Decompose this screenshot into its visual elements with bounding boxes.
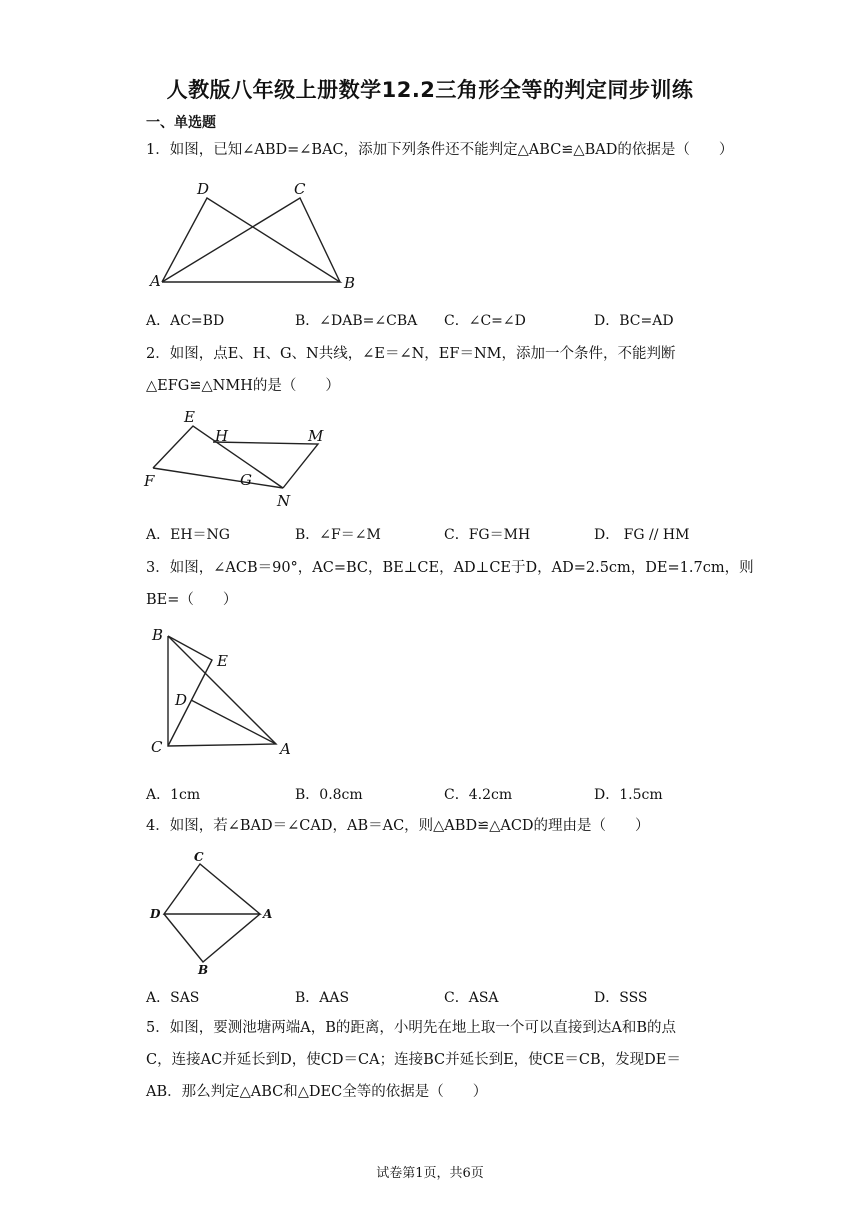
question-4-option-c[interactable]: C．ASA bbox=[444, 990, 499, 1006]
question-3-option-b[interactable]: B．0.8cm bbox=[295, 787, 363, 803]
figure-4-label-a: A bbox=[263, 907, 273, 921]
figure-2-triangle-nmh bbox=[213, 442, 318, 488]
figure-1-label-c: C bbox=[294, 180, 306, 198]
figure-2-label-m: M bbox=[308, 427, 324, 445]
question-3-option-c[interactable]: C．4.2cm bbox=[444, 787, 513, 803]
question-3-option-a[interactable]: A．1cm bbox=[146, 787, 201, 803]
question-4-stem: 4．如图，若∠BAD＝∠CAD，AB＝AC，则△ABD≌△ACD的理由是（ ） bbox=[146, 818, 650, 834]
figure-2-label-n: N bbox=[277, 492, 291, 510]
question-2-figure bbox=[140, 408, 340, 512]
question-2-option-d[interactable]: D． FG // HM bbox=[594, 527, 690, 543]
figure-2-label-f: F bbox=[144, 472, 155, 490]
question-3-option-d[interactable]: D．1.5cm bbox=[594, 787, 663, 803]
question-2-option-c[interactable]: C．FG＝MH bbox=[444, 527, 531, 543]
question-2-stem-line-2: △EFG≌△NMH的是（ ） bbox=[146, 378, 340, 394]
figure-1-label-b: B bbox=[344, 274, 356, 292]
figure-2-label-e: E bbox=[184, 408, 195, 426]
question-1-option-c[interactable]: C．∠C=∠D bbox=[444, 313, 526, 329]
figure-1-triangle-abc bbox=[162, 198, 340, 282]
figure-1-triangle-abd bbox=[162, 198, 340, 282]
question-3-stem-line-2: BE=（ ） bbox=[146, 592, 238, 608]
question-1-option-b[interactable]: B．∠DAB=∠CBA bbox=[295, 313, 418, 329]
figure-4-triangle-acd bbox=[164, 864, 260, 914]
figure-3-label-d: D bbox=[175, 691, 188, 709]
page-title: 人教版八年级上册数学12.2三角形全等的判定同步训练 bbox=[166, 78, 694, 102]
figure-4-label-b: B bbox=[198, 963, 209, 977]
question-4-option-a[interactable]: A．SAS bbox=[146, 990, 200, 1006]
figure-4-label-d: D bbox=[150, 907, 161, 921]
question-2-option-b[interactable]: B．∠F＝∠M bbox=[295, 527, 381, 543]
question-4-figure bbox=[146, 846, 286, 978]
figure-3-label-c: C bbox=[151, 738, 163, 756]
figure-1-label-d: D bbox=[197, 180, 210, 198]
figure-3-label-e: E bbox=[217, 652, 228, 670]
question-2-option-a[interactable]: A．EH＝NG bbox=[146, 527, 230, 543]
section-heading: 一、单选题 bbox=[146, 115, 216, 131]
question-1-option-d[interactable]: D．BC=AD bbox=[594, 313, 674, 329]
question-1-stem: 1．如图，已知∠ABD=∠BAC，添加下列条件还不能判定△ABC≌△BAD的依据是（ ） bbox=[146, 142, 734, 158]
question-4-option-b[interactable]: B．AAS bbox=[295, 990, 350, 1006]
question-3-stem-line-1: 3．如图，∠ACB＝90°，AC=BC，BE⊥CE，AD⊥CE于D，AD=2.5cm，DE=1.7cm，则 bbox=[146, 560, 754, 576]
figure-3-label-b: B bbox=[152, 626, 164, 644]
question-5-stem-line-2: C，连接AC并延长到D，使CD＝CA；连接BC并延长到E，使CE＝CB，发现DE＝ bbox=[146, 1052, 681, 1068]
figure-4-label-c: C bbox=[194, 850, 204, 864]
figure-3-label-a: A bbox=[280, 740, 291, 758]
question-4-option-d[interactable]: D．SSS bbox=[594, 990, 648, 1006]
question-1-option-a[interactable]: A．AC=BD bbox=[146, 313, 225, 329]
page-footer: 试卷第1页，共6页 bbox=[376, 1166, 484, 1181]
figure-2-label-h: H bbox=[215, 427, 229, 445]
question-5-stem-line-1: 5．如图，要测池塘两端A，B的距离，小明先在地上取一个可以直接到达A和B的点 bbox=[146, 1020, 676, 1036]
question-5-stem-line-3: AB．那么判定△ABC和△DEC全等的依据是（ ） bbox=[146, 1084, 488, 1100]
figure-3-segment-ad bbox=[191, 700, 276, 744]
question-1-figure bbox=[146, 178, 366, 294]
question-2-stem-line-1: 2．如图，点E、H、G、N共线，∠E＝∠N，EF＝NM，添加一个条件，不能判断 bbox=[146, 346, 676, 362]
question-3-figure bbox=[146, 622, 306, 760]
figure-1-label-a: A bbox=[150, 272, 161, 290]
figure-2-label-g: G bbox=[240, 471, 252, 489]
figure-4-triangle-abd bbox=[164, 914, 260, 962]
